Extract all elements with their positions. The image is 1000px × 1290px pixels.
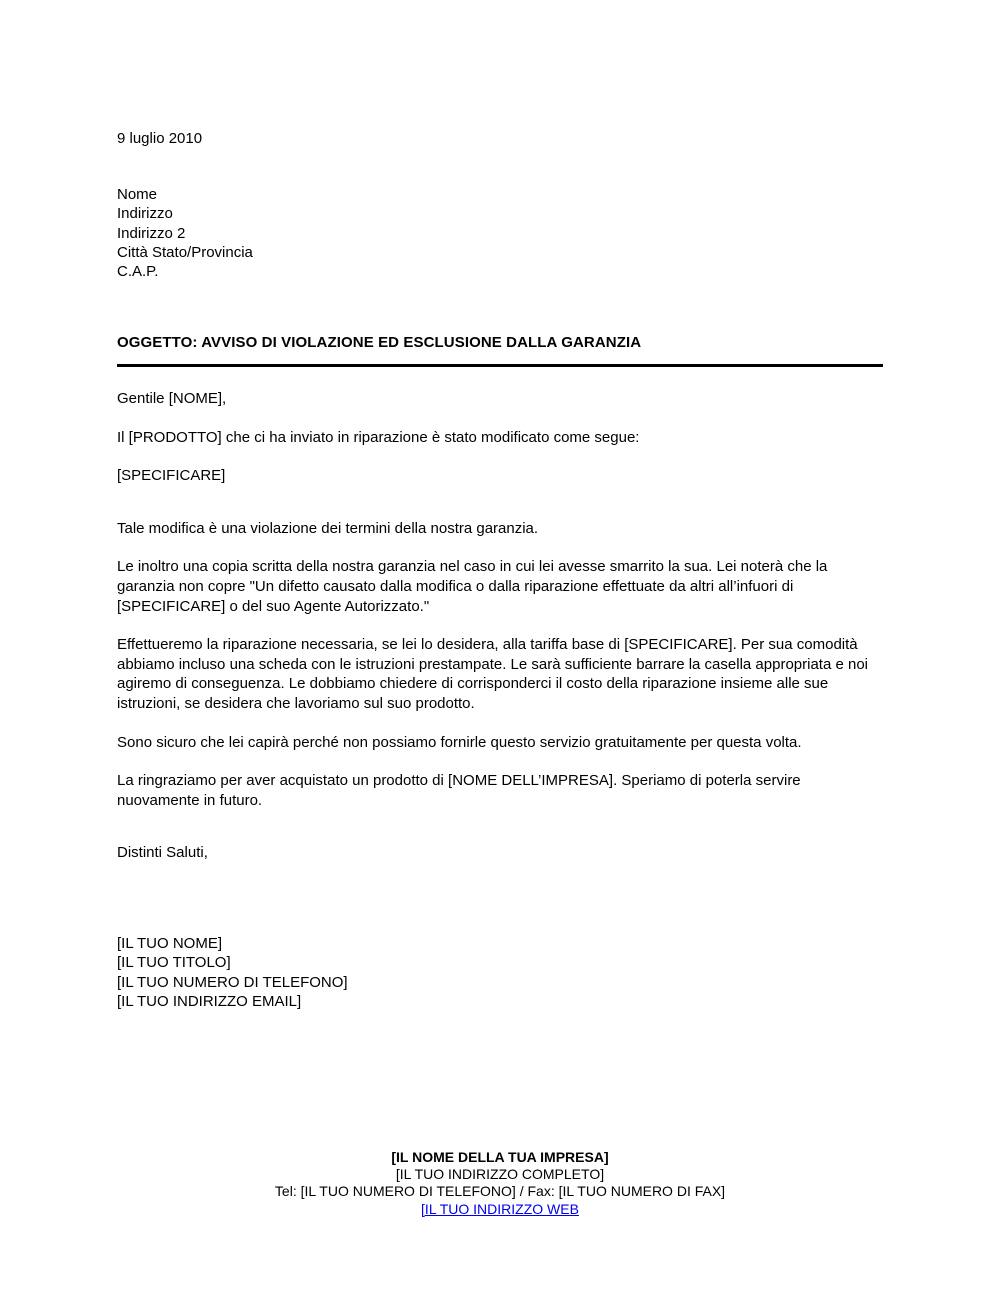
body-paragraph-salutation: Gentile [NOME], [117,390,227,407]
body-paragraph-understanding: Sono sicuro che lei capirà perché non possiamo fornirle questo servizio gratuitamente per questa volta. [117,733,802,751]
letter-date: 9 luglio 2010 [117,130,203,147]
address-line-street: Indirizzo [117,205,173,223]
body-paragraph-thanks: La ringraziamo per aver acquistato un prodotto di [NOME DELL’IMPRESA]. Speriamo di poterla servire nuovamente in futuro. [117,772,801,809]
signature-line-title: [IL TUO TITOLO] [117,954,231,972]
body-paragraph-intro: Il [PRODOTTO] che ci ha inviato in riparazione è stato modificato come segue: [117,428,640,446]
subject-heading: OGGETTO: AVVISO DI VIOLAZIONE ED ESCLUSIONE DALLA GARANZIA [117,334,642,351]
letter-body [117,389,883,829]
address-line-street-2: Indirizzo 2 [117,224,186,242]
address-line-city-state: Città Stato/Provincia [117,243,253,261]
body-paragraph-repair-terms: Effettueremo la riparazione necessaria, se lei lo desidera, alla tariffa base di [SPECIFICARE]. Per sua comodità abbiamo incluso una scheda con le istruzioni prestampate. Le sarà sufficiente barrare la casella appropriata e noi agiremo di conseguenza. Le dobbiamo chiedere di corrisponderci il costo della riparazione insieme alle sue istruzioni, se desidera che lavoriamo sul suo prodotto. [117,636,868,712]
footer-company-address: [IL TUO INDIRIZZO COMPLETO] [395,1166,605,1183]
signature-line-phone: [IL TUO NUMERO DI TELEFONO] [117,973,348,991]
letter-footer [0,1149,1000,1218]
footer-company-name: [IL NOME DELLA TUA IMPRESA] [391,1149,609,1165]
body-paragraph-specify: [SPECIFICARE] [117,467,226,485]
address-line-name: Nome [117,186,158,203]
signature-line-name: [IL TUO NOME] [117,935,223,952]
address-line-postal-code: C.A.P. [117,263,159,281]
body-paragraph-warranty-copy: Le inoltro una copia scritta della nostra garanzia nel caso in cui lei avesse smarrito la sua. Lei noterà che la garanzia non copre "Un difetto causato dalla modifica o dalla riparazione effettuate da altri all’infuori di [SPECIFICARE] o del suo Agente Autorizzato." [117,558,828,615]
footer-website-link[interactable]: [IL TUO INDIRIZZO WEB [421,1200,579,1217]
subject-divider-rule [117,364,883,367]
recipient-address-block [117,185,253,281]
signature-block [117,934,348,1011]
signature-line-email: [IL TUO INDIRIZZO EMAIL] [117,992,302,1010]
subject-block [117,333,883,367]
body-paragraph-violation: Tale modifica è una violazione dei termini della nostra garanzia. [117,519,539,537]
footer-website-link-row [0,1201,1000,1218]
letter-closing: Distinti Saluti, [117,844,208,861]
footer-contact-line: Tel: [IL TUO NUMERO DI TELEFONO] / Fax: [IL TUO NUMERO DI FAX] [274,1183,726,1200]
